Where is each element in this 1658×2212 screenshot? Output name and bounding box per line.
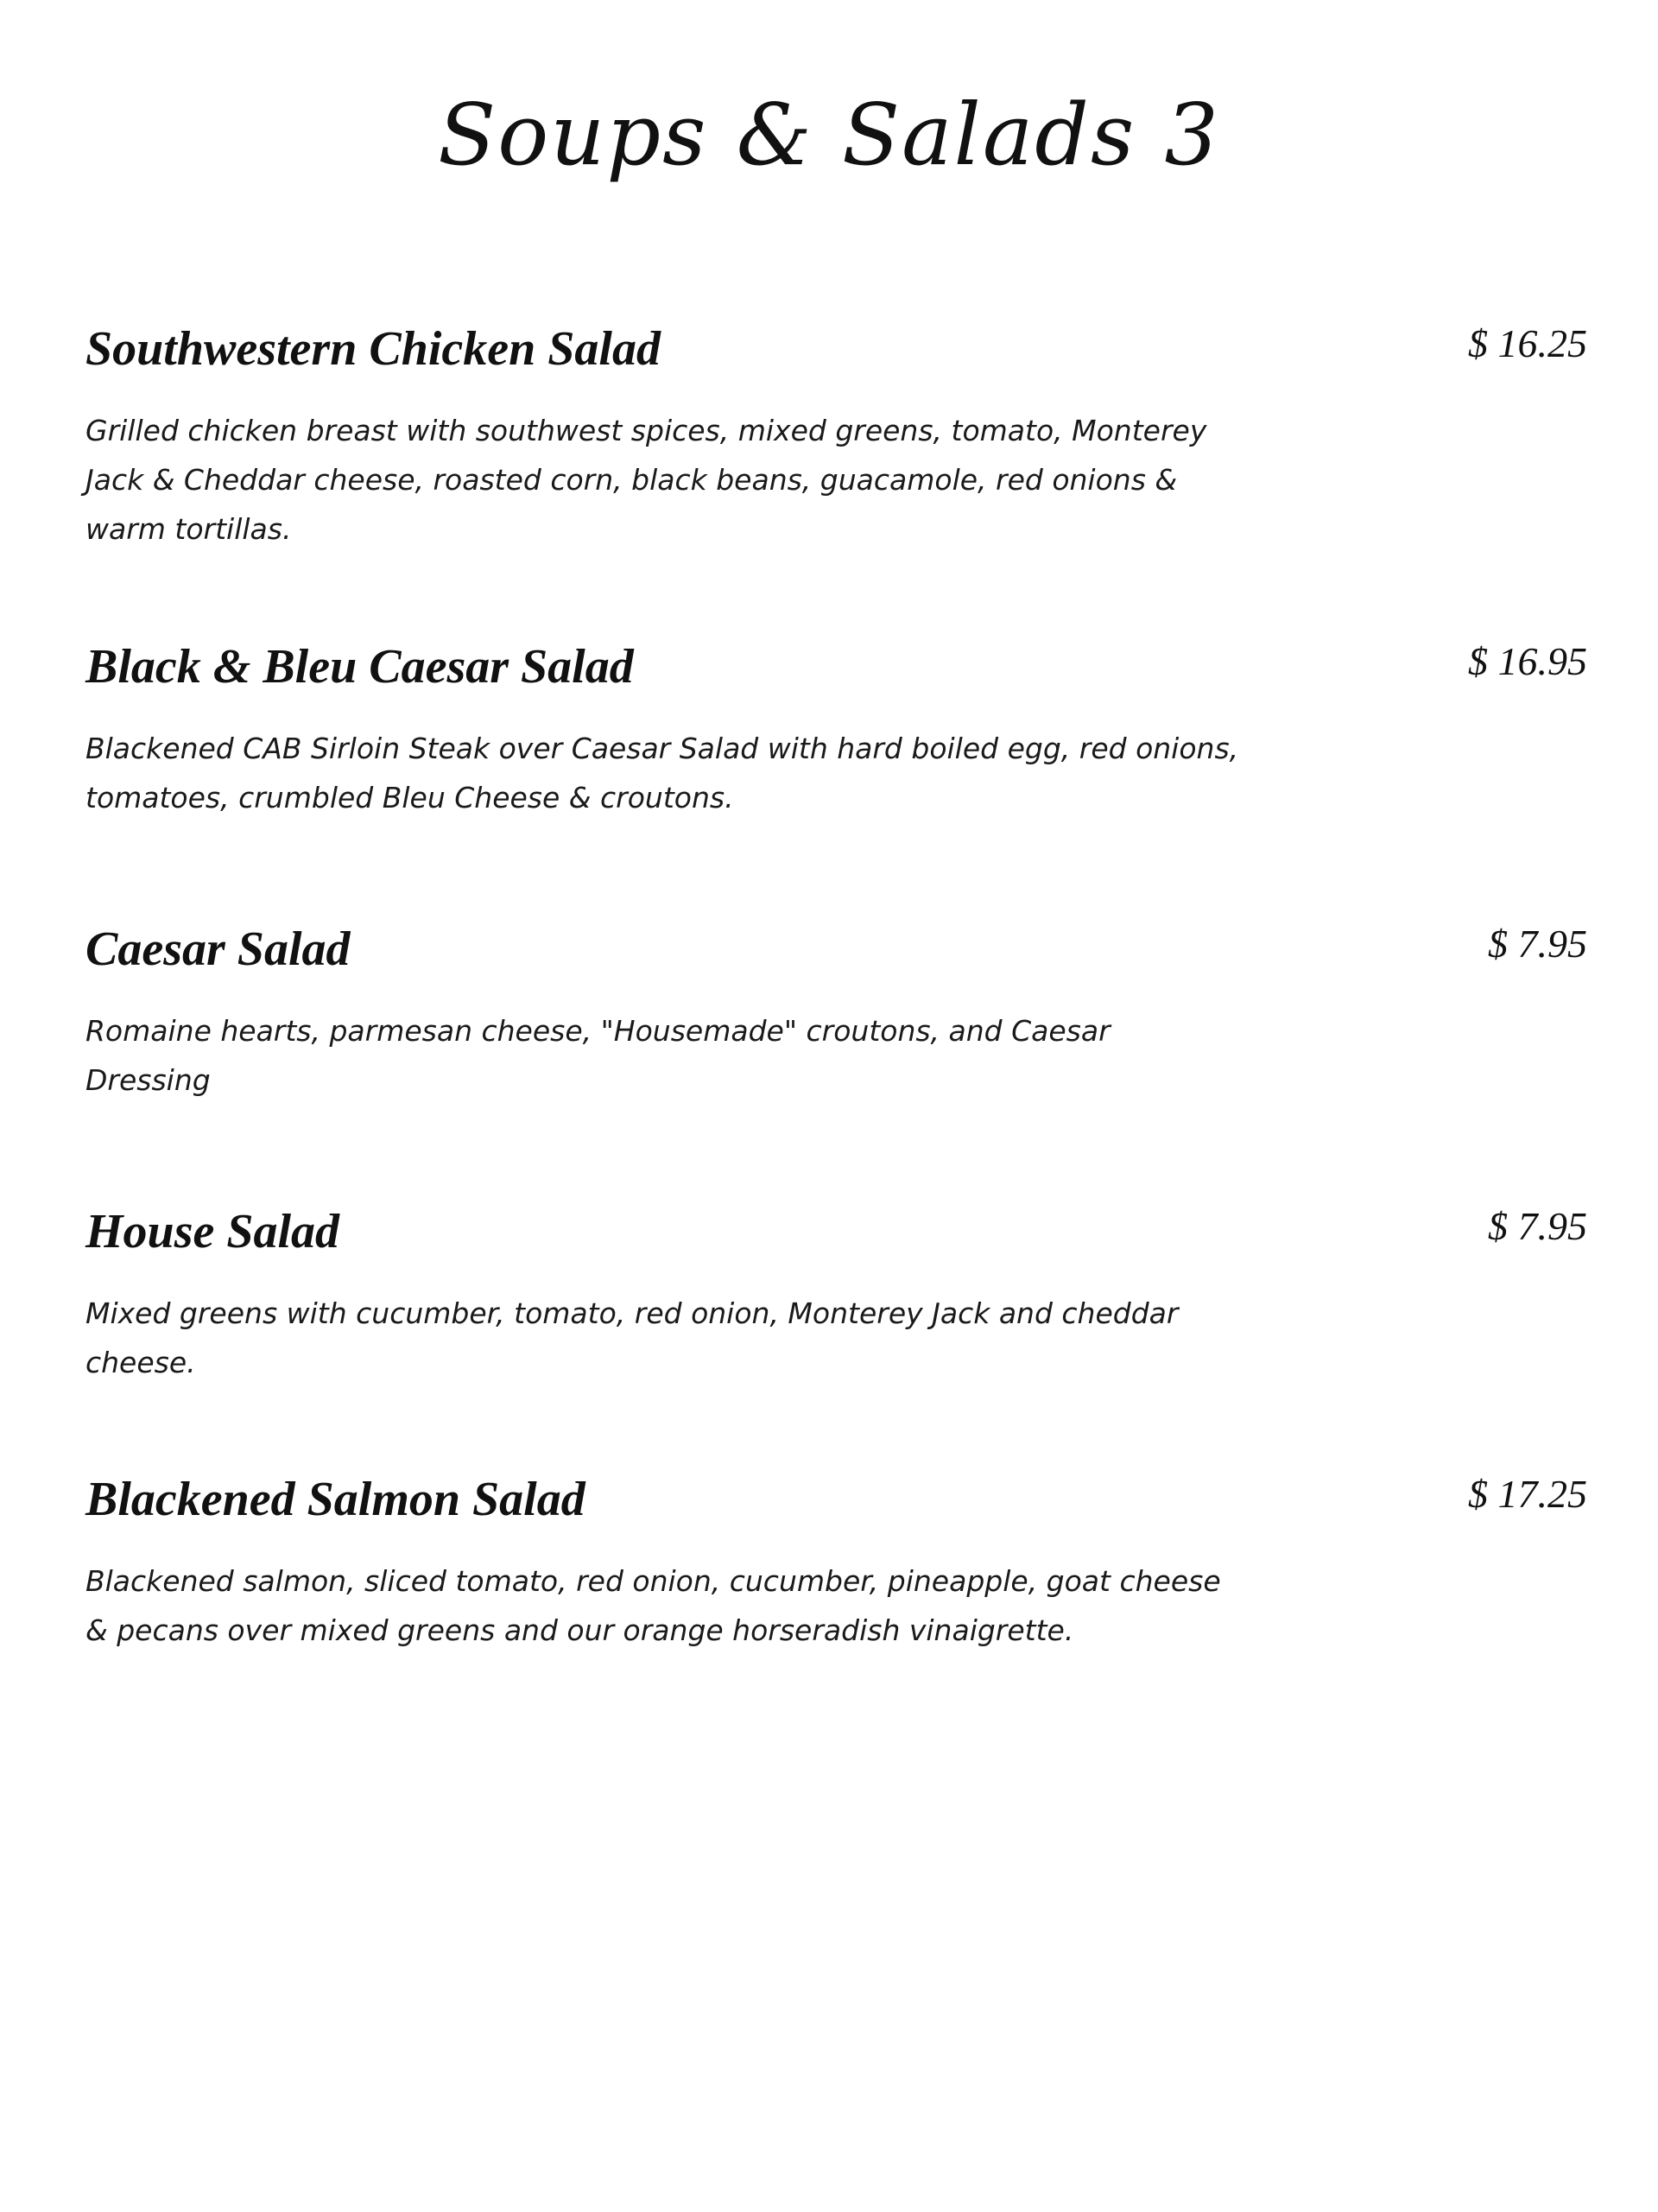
item-price: $ 7.95 [1488, 922, 1587, 966]
item-price: $ 16.95 [1468, 639, 1587, 683]
item-name: Caesar Salad [85, 922, 351, 976]
item-name: Blackened Salmon Salad [85, 1473, 585, 1526]
item-description: Romaine hearts, parmesan cheese, "Housemade" croutons, and Caesar Dressing [85, 1014, 1111, 1097]
item-description: Grilled chicken breast with southwest spices, mixed greens, tomato, Monterey Jack & Cheddar cheese, roasted corn, black beans, guacamole, red onions & warm tortillas. [85, 414, 1207, 546]
item-name: Southwestern Chicken Salad [85, 322, 661, 376]
page-title: Soups & Salads 3 [438, 86, 1220, 185]
item-description: Mixed greens with cucumber, tomato, red onion, Monterey Jack and cheddar cheese. [85, 1296, 1179, 1379]
item-price: $ 17.25 [1468, 1472, 1587, 1516]
item-name: House Salad [85, 1205, 340, 1258]
item-price: $ 7.95 [1488, 1204, 1587, 1248]
item-name: Black & Bleu Caesar Salad [85, 640, 634, 694]
item-description: Blackened salmon, sliced tomato, red onion, cucumber, pineapple, goat cheese & pecans over mixed greens and our orange horseradish vinaigrette. [85, 1564, 1221, 1647]
item-description: Blackened CAB Sirloin Steak over Caesar Salad with hard boiled egg, red onions, tomatoes, crumbled Bleu Cheese & croutons. [85, 732, 1239, 814]
item-price: $ 16.25 [1468, 321, 1587, 365]
